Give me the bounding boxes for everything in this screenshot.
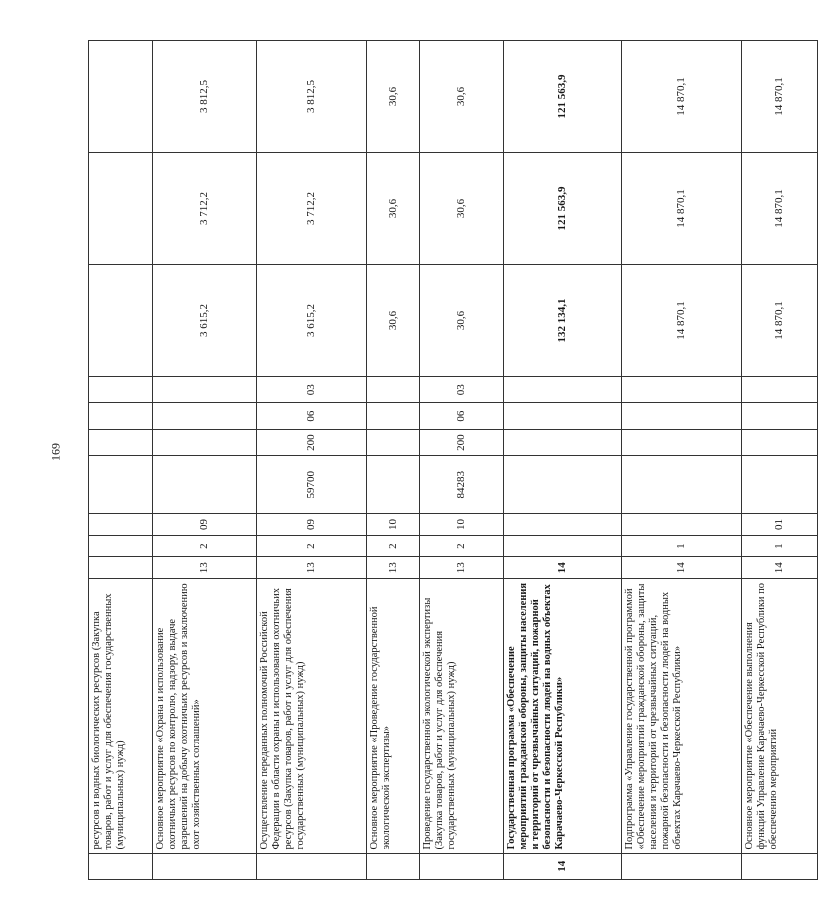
code-rz: 06 [420, 403, 504, 429]
row-name: ресурсов и водных биологических ресурсов (Закупка товаров, работ и услуг для обеспечения государственных (муниципальных) нужд) [89, 579, 153, 853]
code-om [89, 514, 153, 536]
code-rz [367, 403, 420, 429]
code-vr [504, 429, 622, 455]
code-vr [622, 429, 742, 455]
code-vr [742, 429, 818, 455]
budget-table [88, 40, 818, 880]
row-name: Осуществление переданных полномочий Российской Федерации в области охраны и использования охотничьих ресурсов (Закупка товаров, работ и услуг для обеспечения государственных (муниципальных) нужд) [257, 579, 367, 853]
amount-v1: 30,6 [367, 265, 420, 377]
table-wrapper [88, 40, 786, 880]
page-number: 169 [48, 443, 63, 461]
amount-v3: 14 870,1 [622, 41, 742, 153]
code-pp: 2 [420, 535, 504, 557]
amount-v2: 30,6 [420, 153, 504, 265]
code-pp: 2 [367, 535, 420, 557]
code-om: 09 [257, 514, 367, 536]
code-rz [742, 403, 818, 429]
table-row [367, 41, 420, 880]
code-pr [367, 376, 420, 402]
table-row [89, 41, 153, 880]
row-index [742, 853, 818, 879]
code-nr [742, 456, 818, 514]
code-gp: 14 [622, 557, 742, 579]
table-body [89, 41, 818, 880]
row-index [89, 853, 153, 879]
code-vr [89, 429, 153, 455]
amount-v1: 132 134,1 [504, 265, 622, 377]
row-name: Основное мероприятие «Охрана и использование охотничьих ресурсов по контролю, надзору, выдаче разрешений на добычу охотничьих ресурсов и заключению охот хозяйственных соглашений» [153, 579, 257, 853]
code-om: 10 [367, 514, 420, 536]
code-gp: 14 [742, 557, 818, 579]
code-rz: 06 [257, 403, 367, 429]
page-content [88, 40, 786, 880]
code-om [504, 514, 622, 536]
table-row [257, 41, 367, 880]
row-index: 14 [504, 853, 622, 879]
table-row [742, 41, 818, 880]
amount-v1 [89, 265, 153, 377]
code-pr [742, 376, 818, 402]
code-pr [153, 376, 257, 402]
code-nr [622, 456, 742, 514]
code-rz [153, 403, 257, 429]
row-name: Государственная программа «Обеспечение мероприятий гражданской обороны, защиты населения и территорий от чрезвычайных ситуаций, пожарной безопасности и безопасности людей на водных объектах Карачаево-Черкесской Республики» [504, 579, 622, 853]
code-rz [504, 403, 622, 429]
amount-v1: 14 870,1 [742, 265, 818, 377]
amount-v3: 3 812,5 [153, 41, 257, 153]
row-index [367, 853, 420, 879]
code-gp: 13 [153, 557, 257, 579]
code-pp: 1 [742, 535, 818, 557]
code-om: 09 [153, 514, 257, 536]
amount-v3: 3 812,5 [257, 41, 367, 153]
code-vr: 200 [257, 429, 367, 455]
table-row [622, 41, 742, 880]
row-index [420, 853, 504, 879]
code-pp [504, 535, 622, 557]
code-pp: 2 [257, 535, 367, 557]
amount-v3 [89, 41, 153, 153]
row-index [622, 853, 742, 879]
code-rz [89, 403, 153, 429]
row-name: Подпрограмма «Управление государственной программой «Обеспечение мероприятий гражданской обороны, защиты населения и территорий от чрезвычайных ситуаций, пожарной безопасности и безопасности людей на водных объектах Карачаево-Черкесской Республики» [622, 579, 742, 853]
amount-v1: 30,6 [420, 265, 504, 377]
table-row [153, 41, 257, 880]
amount-v2: 121 563,9 [504, 153, 622, 265]
code-rz [622, 403, 742, 429]
code-nr [89, 456, 153, 514]
amount-v2: 14 870,1 [622, 153, 742, 265]
table-row [504, 41, 622, 880]
amount-v3: 30,6 [420, 41, 504, 153]
code-vr [153, 429, 257, 455]
code-nr: 84283 [420, 456, 504, 514]
amount-v1: 14 870,1 [622, 265, 742, 377]
code-gp: 13 [367, 557, 420, 579]
amount-v3: 121 563,9 [504, 41, 622, 153]
code-gp: 13 [257, 557, 367, 579]
amount-v2: 3 712,2 [153, 153, 257, 265]
row-name: Основное мероприятие «Проведение государственной экологической экспертизы» [367, 579, 420, 853]
code-pr [89, 376, 153, 402]
code-om: 01 [742, 514, 818, 536]
table-row [420, 41, 504, 880]
code-nr [153, 456, 257, 514]
amount-v2: 30,6 [367, 153, 420, 265]
code-pr [622, 376, 742, 402]
row-index [153, 853, 257, 879]
amount-v1: 3 615,2 [153, 265, 257, 377]
code-vr [367, 429, 420, 455]
code-om: 10 [420, 514, 504, 536]
code-om [622, 514, 742, 536]
row-name: Основное мероприятие «Обеспечение выполнения функций Управление Карачаево-Черкесской Республики по обеспечению мероприятий [742, 579, 818, 853]
amount-v1: 3 615,2 [257, 265, 367, 377]
code-vr: 200 [420, 429, 504, 455]
amount-v2: 3 712,2 [257, 153, 367, 265]
code-gp: 13 [420, 557, 504, 579]
code-nr [367, 456, 420, 514]
code-nr [504, 456, 622, 514]
amount-v2 [89, 153, 153, 265]
code-pr: 03 [420, 376, 504, 402]
code-pp [89, 535, 153, 557]
code-gp: 14 [504, 557, 622, 579]
amount-v3: 30,6 [367, 41, 420, 153]
code-pr [504, 376, 622, 402]
code-nr: 59700 [257, 456, 367, 514]
code-gp [89, 557, 153, 579]
code-pp: 2 [153, 535, 257, 557]
code-pp: 1 [622, 535, 742, 557]
code-pr: 03 [257, 376, 367, 402]
amount-v2: 14 870,1 [742, 153, 818, 265]
amount-v3: 14 870,1 [742, 41, 818, 153]
row-name: Проведение государственной экологической экспертизы (Закупка товаров, работ и услуг для обеспечения государственных (муниципальных) нужд) [420, 579, 504, 853]
row-index [257, 853, 367, 879]
